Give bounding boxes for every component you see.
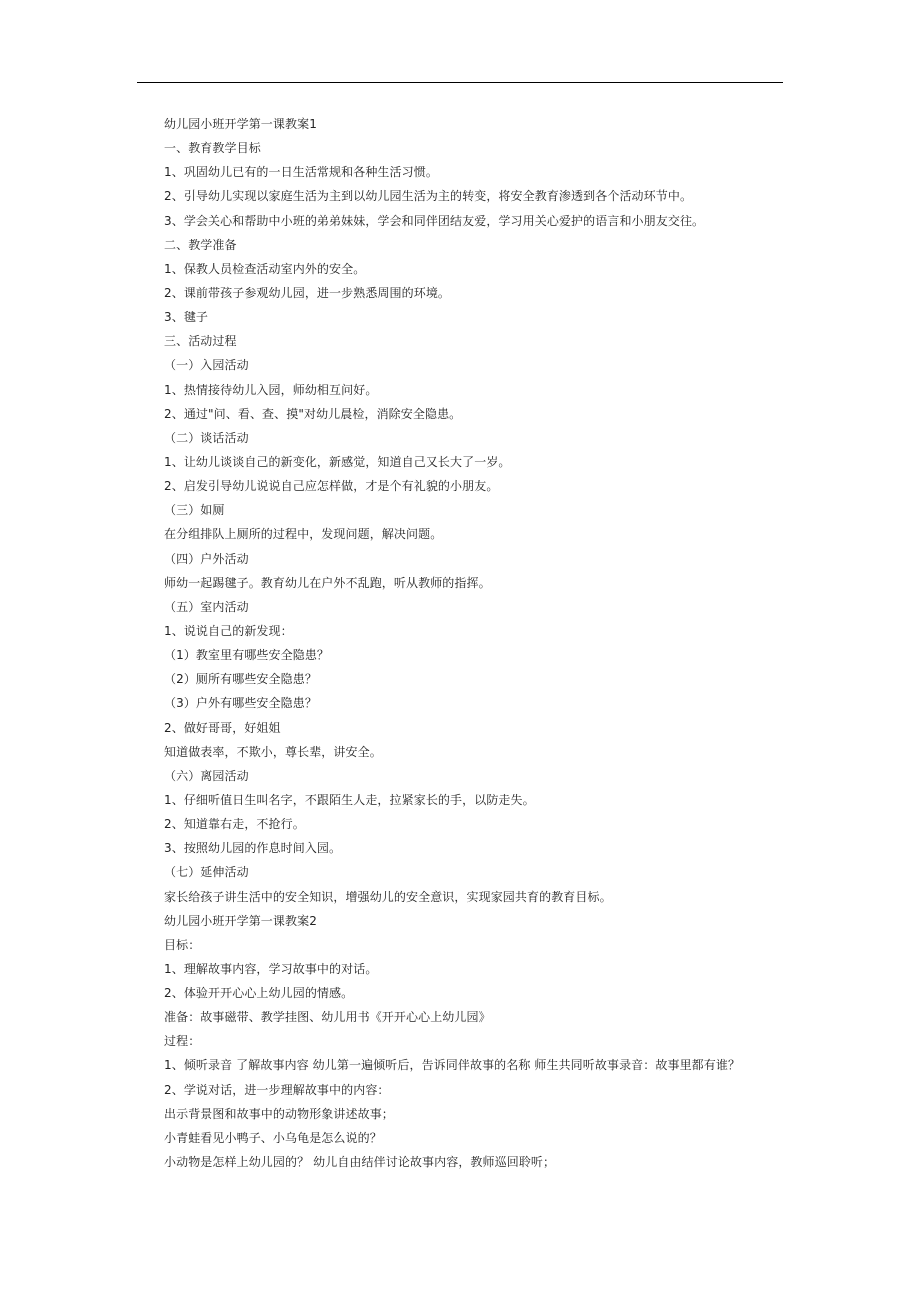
text-line: 1、仔细听值日生叫名字，不跟陌生人走，拉紧家长的手，以防走失。 — [164, 792, 535, 807]
text-line: 知道做表率，不欺小，尊长辈，讲安全。 — [164, 744, 382, 759]
text-line: （七）延伸活动 — [164, 865, 249, 880]
text-line: 小动物是怎样上幼儿园的？ 幼儿自由结伴讨论故事内容，教师巡回聆听； — [164, 1155, 556, 1170]
text-line: 1、理解故事内容，学习故事中的对话。 — [164, 961, 378, 976]
text-line: 2、体验开开心心上幼儿园的情感。 — [164, 986, 354, 1001]
text-line: （1）教室里有哪些安全隐患？ — [164, 648, 330, 663]
text-line: 3、学会关心和帮助中小班的弟弟妹妹，学会和同伴团结友爱，学习用关心爱护的语言和小朋友交往。 — [164, 213, 705, 228]
text-line: 目标： — [164, 937, 201, 952]
text-line: 2、引导幼儿实现以家庭生活为主到以幼儿园生活为主的转变，将安全教育渗透到各个活动环节中。 — [164, 189, 693, 204]
text-line: （三）如厕 — [164, 503, 225, 518]
text-line: 1、倾听录音 了解故事内容 幼儿第一遍倾听后，告诉同伴故事的名称 师生共同听故事录音：故事里都有谁？ — [164, 1058, 741, 1073]
text-line: 1、保教人员检查活动室内外的安全。 — [164, 261, 366, 276]
text-line: 1、让幼儿谈谈自己的新变化，新感觉，知道自己又长大了一岁。 — [164, 454, 511, 469]
text-line: 幼儿园小班开学第一课教案1 — [164, 117, 317, 131]
text-line: （3）户外有哪些安全隐患？ — [164, 696, 317, 711]
text-line: （五）室内活动 — [164, 599, 249, 614]
document-body — [164, 112, 774, 1174]
text-line: 2、知道靠右走，不抢行。 — [164, 817, 305, 832]
text-line: 2、学说对话，进一步理解故事中的内容： — [164, 1082, 390, 1097]
text-line: 2、做好哥哥，好姐姐 — [164, 720, 281, 735]
text-line: 在分组排队上厕所的过程中，发现问题，解决问题。 — [164, 527, 443, 542]
text-line: 1、巩固幼儿已有的一日生活常规和各种生活习惯。 — [164, 165, 438, 180]
text-line: 3、毽子 — [164, 310, 209, 325]
text-line: 1、说说自己的新发现： — [164, 623, 293, 638]
text-line: 过程： — [164, 1034, 201, 1049]
text-line: 2、课前带孩子参观幼儿园，进一步熟悉周围的环境。 — [164, 285, 451, 300]
text-line: 三、活动过程 — [164, 334, 237, 349]
text-line: 师幼一起踢毽子。教育幼儿在户外不乱跑，听从教师的指挥。 — [164, 575, 491, 590]
text-line: 家长给孩子讲生活中的安全知识，增强幼儿的安全意识，实现家园共育的教育目标。 — [164, 889, 612, 904]
text-line: （四）户外活动 — [164, 551, 249, 566]
text-line: （2）厕所有哪些安全隐患？ — [164, 672, 317, 687]
text-line: 出示背景图和故事中的动物形象讲述故事； — [164, 1106, 394, 1121]
text-line: 3、按照幼儿园的作息时间入园。 — [164, 841, 342, 856]
header-rule — [137, 82, 783, 83]
text-line: 小青蛙看见小鸭子、小乌龟是怎么说的？ — [164, 1130, 382, 1145]
text-line: 2、启发引导幼儿说说自己应怎样做，才是个有礼貌的小朋友。 — [164, 479, 499, 494]
text-line: 准备：故事磁带、教学挂图、幼儿用书《开开心心上幼儿园》 — [164, 1010, 491, 1025]
text-line: （六）离园活动 — [164, 768, 249, 783]
text-line: （二）谈话活动 — [164, 430, 249, 445]
text-line: （一）入园活动 — [164, 358, 249, 373]
text-line: 1、热情接待幼儿入园，师幼相互问好。 — [164, 382, 378, 397]
text-line: 幼儿园小班开学第一课教案2 — [164, 913, 317, 928]
text-line: 一、教育教学目标 — [164, 141, 261, 156]
text-line: 2、通过"问、看、查、摸"对幼儿晨检，消除安全隐患。 — [164, 406, 462, 421]
text-line: 二、教学准备 — [164, 237, 237, 252]
